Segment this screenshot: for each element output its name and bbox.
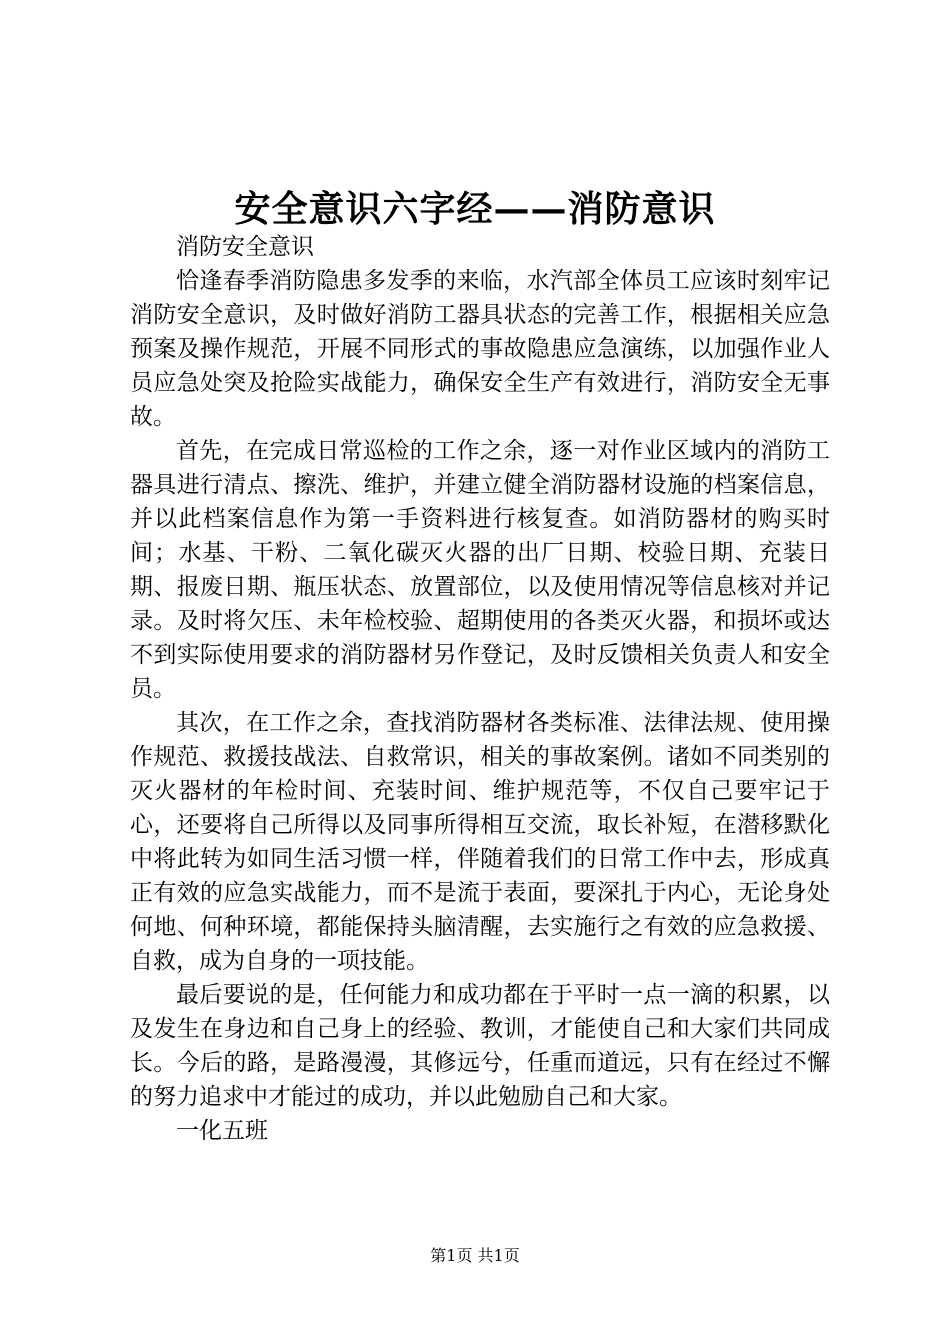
signature: 一化五班 [176, 1118, 268, 1144]
document-title: 安全意识六字经——消防意识 [234, 188, 716, 230]
page-number-footer: 第1页 共1页 [430, 1246, 520, 1265]
paragraph-first: 首先，在完成日常巡检的工作之余，逐一对作业区域内的消防工器具进行清点、擦洗、维护，并建立健全消防器材设施的档案信息，并以此档案信息作为第一手资料进行核复查。如消防器材的购买时间；水基、干粉、二氧化碳灭火器的出厂日期、校验日期、充装日期、报废日期、瓶压状态、放置部位，以及使用情况等信息核对并记录。及时将欠压、未年检校验、超期使用的各类灭火器，和损坏或达不到实际使用要求的消防器材另作登记，及时反馈相关负责人和安全员。 [130, 438, 830, 702]
paragraph-second: 其次，在工作之余，查找消防器材各类标准、法律法规、使用操作规范、救援技战法、自救常识，相关的事故案例。诸如不同类别的灭火器材的年检时间、充装时间、维护规范等，不仅自己要牢记于心，还要将自己所得以及同事所得相互交流，取长补短，在潜移默化中将此转为如同生活习惯一样，伴随着我们的日常工作中去，形成真正有效的应急实战能力，而不是流于表面，要深扎于内心，无论身处何地、何种环境，都能保持头脑清醒，去实施行之有效的应急救援、自救，成为自身的一项技能。 [130, 710, 830, 974]
paragraph-last: 最后要说的是，任何能力和成功都在于平时一点一滴的积累，以及发生在身边和自己身上的经验、教训，才能使自己和大家们共同成长。今后的路，是路漫漫，其修远兮，任重而道远，只有在经过不懈的努力追求中才能过的成功，并以此勉励自己和大家。 [130, 982, 830, 1110]
document-body [130, 230, 830, 1148]
paragraph-intro: 恰逢春季消防隐患多发季的来临，水汽部全体员工应该时刻牢记消防安全意识，及时做好消防工器具状态的完善工作，根据相关应急预案及操作规范，开展不同形式的事故隐患应急演练，以加强作业人员应急处突及抢险实战能力，确保安全生产有效进行，消防安全无事故。 [130, 268, 830, 430]
paragraph-heading: 消防安全意识 [176, 234, 314, 260]
